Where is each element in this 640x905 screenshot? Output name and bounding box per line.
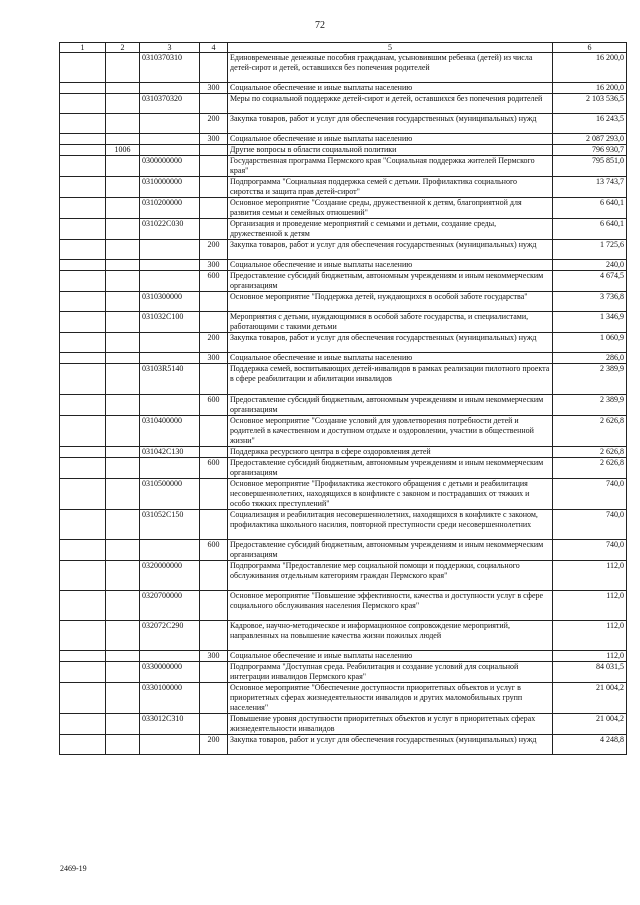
row-description-cell: Предоставление субсидий бюджетным, автономным учреждениям и иным некоммерческим организациям	[228, 271, 553, 292]
row-expense-type-cell	[200, 510, 228, 540]
table-row	[60, 683, 627, 714]
row-target-code-cell: 031042С130	[140, 447, 200, 458]
row-expense-type-cell: 200	[200, 240, 228, 260]
row-subsection-cell	[106, 540, 140, 561]
row-target-code-cell: 0310370310	[140, 53, 200, 83]
row-section-cell	[60, 561, 106, 591]
row-target-code-cell	[140, 651, 200, 662]
table-row	[60, 621, 627, 651]
row-section-cell	[60, 364, 106, 395]
header-cell-6: 6	[553, 43, 627, 53]
row-amount-cell: 2 103 536,5	[553, 94, 627, 114]
row-target-code-cell	[140, 395, 200, 416]
row-description-cell: Социальное обеспечение и иные выплаты населению	[228, 260, 553, 271]
table-row	[60, 260, 627, 271]
row-subsection-cell	[106, 198, 140, 219]
row-amount-cell: 21 004,2	[553, 714, 627, 735]
table-row	[60, 591, 627, 621]
table-row	[60, 312, 627, 333]
row-description-cell: Кадровое, научно-методическое и информационное сопровождение мероприятий, направленных на повышение качества жизни пожилых людей	[228, 621, 553, 651]
row-section-cell	[60, 735, 106, 755]
table-row	[60, 240, 627, 260]
table-row	[60, 662, 627, 683]
row-section-cell	[60, 621, 106, 651]
row-description-cell: Мероприятия с детьми, нуждающимися в особой заботе государства, и специалистами, работающими с такими детьми	[228, 312, 553, 333]
row-amount-cell: 1 346,9	[553, 312, 627, 333]
table-row	[60, 333, 627, 353]
row-section-cell	[60, 353, 106, 364]
row-section-cell	[60, 53, 106, 83]
header-cell-2: 2	[106, 43, 140, 53]
row-amount-cell: 240,0	[553, 260, 627, 271]
row-amount-cell: 6 640,1	[553, 198, 627, 219]
row-target-code-cell: 0330100000	[140, 683, 200, 714]
row-section-cell	[60, 83, 106, 94]
row-amount-cell: 796 930,7	[553, 145, 627, 156]
row-section-cell	[60, 591, 106, 621]
row-subsection-cell	[106, 561, 140, 591]
row-subsection-cell	[106, 364, 140, 395]
row-description-cell: Единовременные денежные пособия гражданам, усыновившим ребенка (детей) из числа детей-сирот и детей, оставшихся без попечения родителей	[228, 53, 553, 83]
row-target-code-cell	[140, 333, 200, 353]
row-section-cell	[60, 479, 106, 510]
row-target-code-cell: 0320700000	[140, 591, 200, 621]
row-subsection-cell	[106, 416, 140, 447]
row-target-code-cell	[140, 260, 200, 271]
row-target-code-cell: 0310400000	[140, 416, 200, 447]
row-subsection-cell	[106, 260, 140, 271]
row-amount-cell: 16 200,0	[553, 53, 627, 83]
row-subsection-cell	[106, 591, 140, 621]
row-subsection-cell	[106, 312, 140, 333]
header-cell-1: 1	[60, 43, 106, 53]
row-expense-type-cell	[200, 145, 228, 156]
row-subsection-cell	[106, 134, 140, 145]
row-subsection-cell	[106, 479, 140, 510]
row-description-cell: Основное мероприятие "Создание среды, дружественной к детям, благоприятной для развития семьи и семейных отношений"	[228, 198, 553, 219]
row-expense-type-cell	[200, 683, 228, 714]
row-description-cell: Социальное обеспечение и иные выплаты населению	[228, 651, 553, 662]
row-target-code-cell	[140, 540, 200, 561]
row-expense-type-cell: 600	[200, 540, 228, 561]
row-description-cell: Подпрограмма "Социальная поддержка семей с детьми. Профилактика социального сиротства и защита прав детей-сирот"	[228, 177, 553, 198]
table-row	[60, 540, 627, 561]
row-target-code-cell: 033012С310	[140, 714, 200, 735]
header-cell-3: 3	[140, 43, 200, 53]
table-row	[60, 395, 627, 416]
row-description-cell: Основное мероприятие "Создание условий для удовлетворения потребности детей и родителей в качественном и доступном отдыхе и оздоровлении, участии в общественной жизни"	[228, 416, 553, 447]
row-expense-type-cell	[200, 53, 228, 83]
row-description-cell: Подпрограмма "Доступная среда. Реабилитация и создание условий для социальной интеграции инвалидов Пермского края"	[228, 662, 553, 683]
row-subsection-cell	[106, 458, 140, 479]
row-amount-cell: 16 200,0	[553, 83, 627, 94]
row-description-cell: Основное мероприятие "Профилактика жестокого обращения с детьми и реабилитация несовершеннолетних, находящихся в конфликте с законом и пострадавших от тяжких и особо тяжких преступлений"	[228, 479, 553, 510]
row-section-cell	[60, 333, 106, 353]
row-target-code-cell: 031032С100	[140, 312, 200, 333]
table-row	[60, 364, 627, 395]
row-section-cell	[60, 114, 106, 134]
row-target-code-cell: 031052С150	[140, 510, 200, 540]
row-expense-type-cell	[200, 312, 228, 333]
row-expense-type-cell	[200, 364, 228, 395]
table-row	[60, 651, 627, 662]
row-subsection-cell	[106, 177, 140, 198]
row-amount-cell: 112,0	[553, 591, 627, 621]
row-section-cell	[60, 177, 106, 198]
row-target-code-cell	[140, 134, 200, 145]
row-description-cell: Повышение уровня доступности приоритетных объектов и услуг в приоритетных сферах жизнедеятельности инвалидов	[228, 714, 553, 735]
row-description-cell: Закупка товаров, работ и услуг для обеспечения государственных (муниципальных) нужд	[228, 735, 553, 755]
table-row	[60, 416, 627, 447]
row-section-cell	[60, 134, 106, 145]
row-expense-type-cell	[200, 621, 228, 651]
row-amount-cell: 13 743,7	[553, 177, 627, 198]
header-cell-4: 4	[200, 43, 228, 53]
row-description-cell: Основное мероприятие "Поддержка детей, нуждающихся в особой заботе государства"	[228, 292, 553, 312]
row-target-code-cell: 0330000000	[140, 662, 200, 683]
row-target-code-cell: 0310500000	[140, 479, 200, 510]
row-amount-cell: 2 087 293,0	[553, 134, 627, 145]
row-target-code-cell: 0320000000	[140, 561, 200, 591]
row-description-cell: Социализация и реабилитация несовершеннолетних, находящихся в конфликте с законом, профилактика школьного насилия, повторной преступности среди несовершеннолетних	[228, 510, 553, 540]
table-row	[60, 114, 627, 134]
row-subsection-cell	[106, 292, 140, 312]
row-subsection-cell	[106, 271, 140, 292]
row-target-code-cell	[140, 735, 200, 755]
row-expense-type-cell	[200, 156, 228, 177]
row-subsection-cell	[106, 53, 140, 83]
document-code: 2469-19	[60, 864, 87, 873]
table-row	[60, 271, 627, 292]
row-amount-cell: 3 736,8	[553, 292, 627, 312]
row-expense-type-cell	[200, 714, 228, 735]
row-section-cell	[60, 156, 106, 177]
row-subsection-cell	[106, 219, 140, 240]
row-amount-cell: 112,0	[553, 651, 627, 662]
row-amount-cell: 84 031,5	[553, 662, 627, 683]
row-subsection-cell	[106, 662, 140, 683]
row-expense-type-cell: 600	[200, 271, 228, 292]
row-description-cell: Основное мероприятие "Обеспечение доступности приоритетных объектов и услуг в приоритетных сферах жизнедеятельности инвалидов и других маломобильных групп населения"	[228, 683, 553, 714]
row-target-code-cell	[140, 353, 200, 364]
row-section-cell	[60, 662, 106, 683]
row-description-cell: Меры по социальной поддержке детей-сирот и детей, оставшихся без попечения родителей	[228, 94, 553, 114]
row-section-cell	[60, 510, 106, 540]
row-section-cell	[60, 94, 106, 114]
row-target-code-cell: 032072С290	[140, 621, 200, 651]
row-expense-type-cell	[200, 416, 228, 447]
row-amount-cell: 2 626,8	[553, 416, 627, 447]
row-subsection-cell	[106, 83, 140, 94]
row-section-cell	[60, 395, 106, 416]
row-amount-cell: 112,0	[553, 621, 627, 651]
row-section-cell	[60, 219, 106, 240]
table-row	[60, 94, 627, 114]
row-subsection-cell	[106, 651, 140, 662]
row-description-cell: Поддержка семей, воспитывающих детей-инвалидов в рамках реализации пилотного проекта в сфере реабилитации и абилитации инвалидов	[228, 364, 553, 395]
row-section-cell	[60, 714, 106, 735]
row-description-cell: Основное мероприятие "Повышение эффективности, качества и доступности услуг в сфере социального обслуживания населения Пермского края"	[228, 591, 553, 621]
row-description-cell: Социальное обеспечение и иные выплаты населению	[228, 83, 553, 94]
row-expense-type-cell	[200, 591, 228, 621]
row-section-cell	[60, 145, 106, 156]
row-expense-type-cell: 300	[200, 353, 228, 364]
row-section-cell	[60, 198, 106, 219]
table-row	[60, 198, 627, 219]
row-amount-cell: 740,0	[553, 479, 627, 510]
row-subsection-cell	[106, 447, 140, 458]
table-row	[60, 510, 627, 540]
table-row	[60, 83, 627, 94]
row-target-code-cell	[140, 271, 200, 292]
row-description-cell: Закупка товаров, работ и услуг для обеспечения государственных (муниципальных) нужд	[228, 114, 553, 134]
table-body	[60, 53, 627, 755]
row-target-code-cell	[140, 240, 200, 260]
row-expense-type-cell	[200, 662, 228, 683]
row-target-code-cell: 0310200000	[140, 198, 200, 219]
row-expense-type-cell: 200	[200, 333, 228, 353]
row-expense-type-cell	[200, 219, 228, 240]
row-description-cell: Предоставление субсидий бюджетным, автономным учреждениям и иным некоммерческим организациям	[228, 540, 553, 561]
row-section-cell	[60, 240, 106, 260]
row-amount-cell: 16 243,5	[553, 114, 627, 134]
row-subsection-cell	[106, 621, 140, 651]
row-expense-type-cell: 300	[200, 260, 228, 271]
row-description-cell: Закупка товаров, работ и услуг для обеспечения государственных (муниципальных) нужд	[228, 240, 553, 260]
row-amount-cell: 112,0	[553, 561, 627, 591]
row-amount-cell: 4 248,8	[553, 735, 627, 755]
row-amount-cell: 740,0	[553, 510, 627, 540]
table-row	[60, 134, 627, 145]
row-expense-type-cell	[200, 94, 228, 114]
row-expense-type-cell	[200, 292, 228, 312]
row-description-cell: Организация и проведение мероприятий с семьями и детьми, создание среды, дружественной к детям	[228, 219, 553, 240]
row-description-cell: Другие вопросы в области социальной политики	[228, 145, 553, 156]
row-target-code-cell: 0310000000	[140, 177, 200, 198]
row-description-cell: Подпрограмма "Предоставление мер социальной помощи и поддержки, социального обслуживания отдельным категориям граждан Пермского края"	[228, 561, 553, 591]
row-amount-cell: 1 060,9	[553, 333, 627, 353]
row-target-code-cell: 0300000000	[140, 156, 200, 177]
table-row	[60, 177, 627, 198]
table-row	[60, 458, 627, 479]
row-target-code-cell: 03103R5140	[140, 364, 200, 395]
row-section-cell	[60, 447, 106, 458]
row-amount-cell: 4 674,5	[553, 271, 627, 292]
table-row	[60, 53, 627, 83]
row-subsection-cell	[106, 714, 140, 735]
row-section-cell	[60, 651, 106, 662]
row-subsection-cell	[106, 240, 140, 260]
row-expense-type-cell: 300	[200, 83, 228, 94]
row-subsection-cell	[106, 353, 140, 364]
row-subsection-cell	[106, 735, 140, 755]
row-amount-cell: 1 725,6	[553, 240, 627, 260]
row-expense-type-cell: 300	[200, 134, 228, 145]
header-row	[60, 43, 627, 53]
row-section-cell	[60, 683, 106, 714]
table-header	[60, 43, 627, 53]
row-target-code-cell	[140, 83, 200, 94]
row-section-cell	[60, 292, 106, 312]
row-target-code-cell	[140, 145, 200, 156]
row-target-code-cell: 0310370320	[140, 94, 200, 114]
row-expense-type-cell	[200, 447, 228, 458]
table-row	[60, 353, 627, 364]
table-row	[60, 292, 627, 312]
table-row	[60, 735, 627, 755]
row-section-cell	[60, 458, 106, 479]
row-amount-cell: 6 640,1	[553, 219, 627, 240]
row-section-cell	[60, 416, 106, 447]
row-description-cell: Предоставление субсидий бюджетным, автономным учреждениям и иным некоммерческим организациям	[228, 458, 553, 479]
row-description-cell: Социальное обеспечение и иные выплаты населению	[228, 134, 553, 145]
budget-table	[59, 42, 627, 755]
row-subsection-cell	[106, 683, 140, 714]
row-subsection-cell	[106, 395, 140, 416]
row-amount-cell: 2 626,8	[553, 458, 627, 479]
row-expense-type-cell	[200, 561, 228, 591]
row-section-cell	[60, 312, 106, 333]
row-description-cell: Предоставление субсидий бюджетным, автономным учреждениям и иным некоммерческим организациям	[228, 395, 553, 416]
row-description-cell: Закупка товаров, работ и услуг для обеспечения государственных (муниципальных) нужд	[228, 333, 553, 353]
table-row	[60, 479, 627, 510]
row-expense-type-cell: 600	[200, 395, 228, 416]
table-row	[60, 156, 627, 177]
row-expense-type-cell: 200	[200, 735, 228, 755]
row-amount-cell: 2 389,9	[553, 395, 627, 416]
row-amount-cell: 21 004,2	[553, 683, 627, 714]
row-expense-type-cell	[200, 479, 228, 510]
row-target-code-cell: 031022С030	[140, 219, 200, 240]
row-section-cell	[60, 540, 106, 561]
row-subsection-cell	[106, 333, 140, 353]
row-amount-cell: 286,0	[553, 353, 627, 364]
table-row	[60, 145, 627, 156]
row-target-code-cell	[140, 458, 200, 479]
page-number: 72	[315, 20, 325, 31]
row-description-cell: Государственная программа Пермского края "Социальная поддержка жителей Пермского края"	[228, 156, 553, 177]
row-target-code-cell	[140, 114, 200, 134]
row-expense-type-cell: 600	[200, 458, 228, 479]
row-amount-cell: 740,0	[553, 540, 627, 561]
table-row	[60, 714, 627, 735]
row-subsection-cell: 1006	[106, 145, 140, 156]
row-section-cell	[60, 260, 106, 271]
table-row	[60, 561, 627, 591]
row-description-cell: Поддержка ресурсного центра в сфере оздоровления детей	[228, 447, 553, 458]
table-row	[60, 219, 627, 240]
row-subsection-cell	[106, 114, 140, 134]
row-amount-cell: 2 626,8	[553, 447, 627, 458]
row-section-cell	[60, 271, 106, 292]
table-row	[60, 447, 627, 458]
row-amount-cell: 2 389,9	[553, 364, 627, 395]
row-subsection-cell	[106, 156, 140, 177]
header-cell-5: 5	[228, 43, 553, 53]
row-expense-type-cell	[200, 198, 228, 219]
row-expense-type-cell: 200	[200, 114, 228, 134]
row-amount-cell: 795 851,0	[553, 156, 627, 177]
row-expense-type-cell	[200, 177, 228, 198]
row-description-cell: Социальное обеспечение и иные выплаты населению	[228, 353, 553, 364]
row-target-code-cell: 0310300000	[140, 292, 200, 312]
row-subsection-cell	[106, 510, 140, 540]
row-subsection-cell	[106, 94, 140, 114]
row-expense-type-cell: 300	[200, 651, 228, 662]
